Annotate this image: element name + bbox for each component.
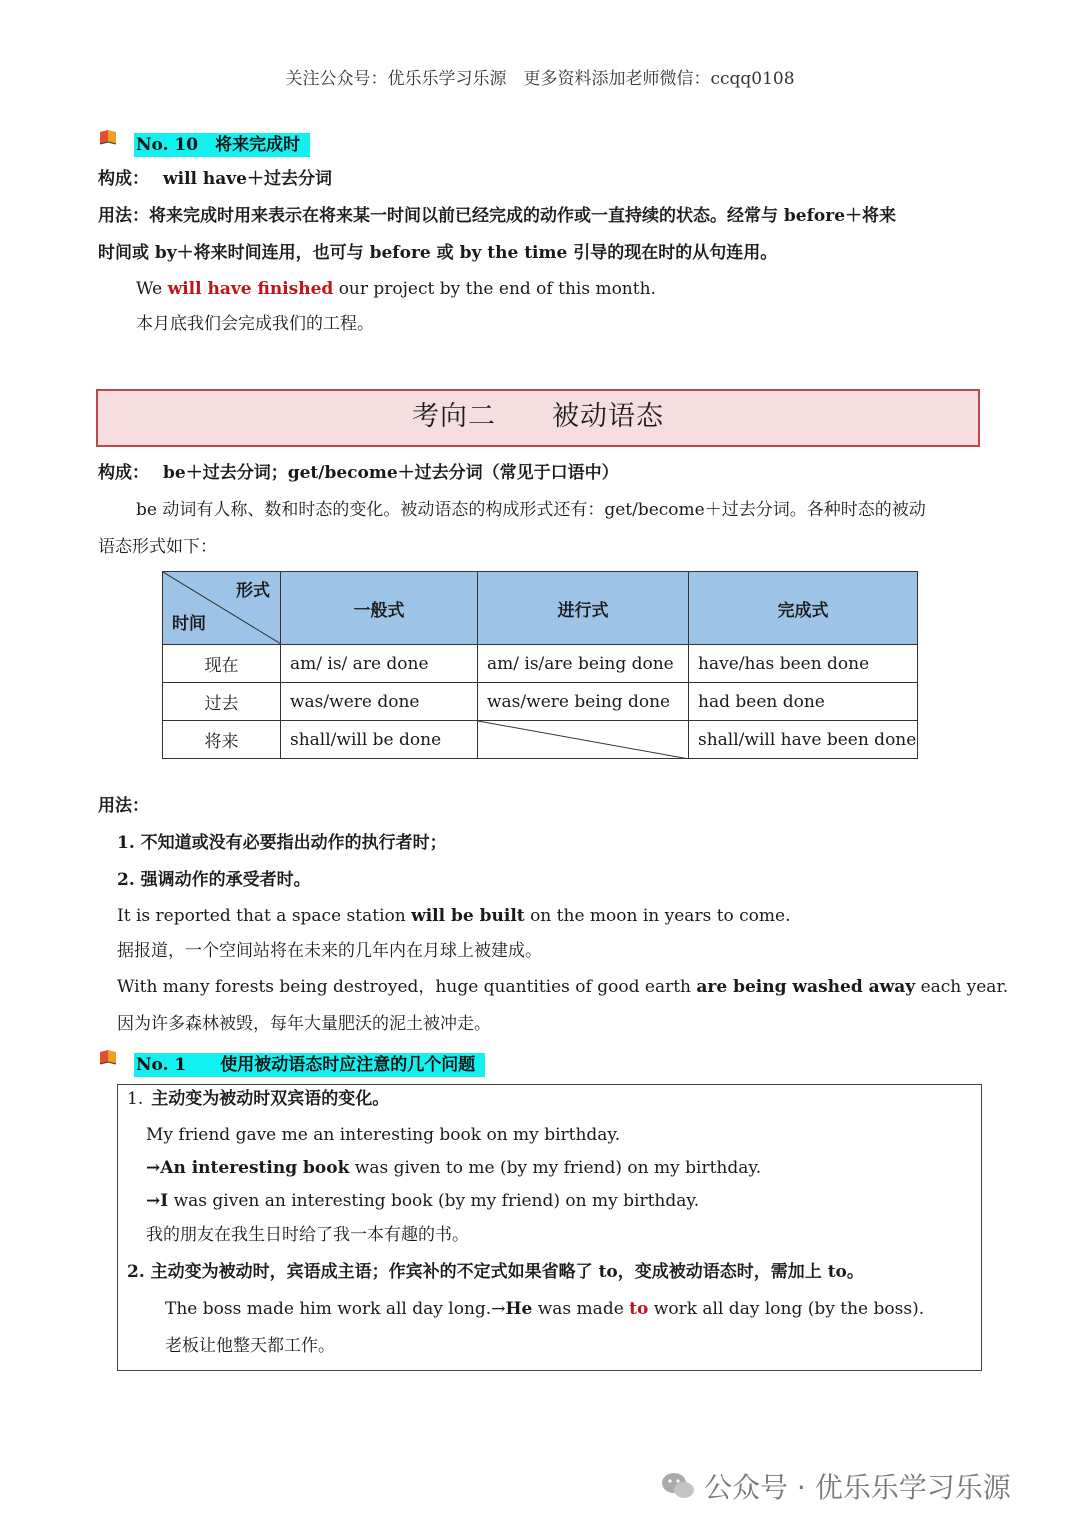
table-cell: 现在 — [163, 645, 281, 683]
table-row — [163, 645, 918, 683]
example-sentence: We will have finished our project by the end of this month. — [136, 279, 656, 299]
book-icon — [98, 128, 120, 150]
usage-item-1: 1. 不知道或没有必要指出动作的执行者时； — [117, 833, 447, 853]
usage-line-1: 用法：将来完成时用来表示在将来某一时间以前已经完成的动作或一直持续的状态。经常与 before＋将来 — [98, 206, 897, 226]
corner-bottom-label: 时间 — [172, 614, 206, 634]
table-cell: had been done — [689, 683, 918, 721]
intro-line-1: be 动词有人称、数和时态的变化。被动语态的构成形式还有：get/become＋过去分词。各种时态的被动 — [136, 500, 926, 520]
example-sentence: It is reported that a space station will be built on the moon in years to come. — [117, 906, 791, 926]
wechat-icon — [660, 1471, 696, 1508]
example-sentence: With many forests being destroyed，huge quantities of good earth are being washed away each year. — [117, 977, 1009, 997]
note-2-translation: 老板让他整天都工作。 — [165, 1336, 335, 1356]
page-header: 关注公众号：优乐乐学习乐源 更多资料添加老师微信：ccqq0108 — [285, 69, 795, 89]
table-cell: shall/will be done — [281, 721, 478, 759]
table-cell: am/ is/are being done — [478, 645, 689, 683]
table-row — [163, 721, 918, 759]
corner-top-label: 形式 — [236, 581, 270, 601]
note-2-title: 2. 主动变为被动时，宾语成主语；作宾补的不定式如果省略了 to，变成被动语态时，需加上 to。 — [127, 1262, 864, 1282]
note-1-transform-b: →I was given an interesting book (by my friend) on my birthday. — [146, 1191, 700, 1211]
table-cell: have/has been done — [689, 645, 918, 683]
section-tag-passive-notes: No. 1 使用被动语态时应注意的几个问题 — [134, 1050, 485, 1075]
section-banner: 考向二 被动语态 — [96, 389, 980, 447]
table-cell: was/were done — [281, 683, 478, 721]
intro-line-2: 语态形式如下： — [98, 537, 217, 557]
usage-line-2: 时间或 by＋将来时间连用，也可与 before 或 by the time 引导的现在时的从句连用。 — [98, 243, 778, 263]
table-cell-empty-slash — [478, 721, 689, 759]
wechat-watermark: 公众号 · 优乐乐学习乐源 — [660, 1466, 1011, 1508]
table-cell: 将来 — [163, 721, 281, 759]
table-cell: am/ is/ are done — [281, 645, 478, 683]
table-row — [163, 683, 918, 721]
usage-item-2: 2. 强调动作的承受者时。 — [117, 870, 311, 890]
note-1-title: 1. 主动变为被动时双宾语的变化。 — [127, 1089, 390, 1109]
table-cell: was/were being done — [478, 683, 689, 721]
table-corner-cell — [163, 572, 281, 645]
table-cell: 过去 — [163, 683, 281, 721]
passive-form-line: 构成： be＋过去分词；get/become＋过去分词（常见于口语中） — [98, 463, 619, 483]
note-1-translation: 我的朋友在我生日时给了我一本有趣的书。 — [146, 1225, 469, 1245]
example-translation: 据报道，一个空间站将在未来的几年内在月球上被建成。 — [117, 941, 542, 961]
section-tag-future-perfect: No. 10 将来完成时 — [134, 130, 310, 155]
note-1-example: My friend gave me an interesting book on my birthday. — [146, 1125, 621, 1145]
note-1-transform-a: →An interesting book was given to me (by my friend) on my birthday. — [146, 1158, 762, 1178]
example-translation: 本月底我们会完成我们的工程。 — [136, 314, 374, 334]
table-header: 一般式 — [281, 572, 478, 645]
note-2-example: The boss made him work all day long.→He was made to work all day long (by the boss). — [165, 1299, 925, 1319]
example-translation: 因为许多森林被毁，每年大量肥沃的泥土被冲走。 — [117, 1014, 491, 1034]
table-header: 进行式 — [478, 572, 689, 645]
book-icon — [98, 1048, 120, 1070]
form-line: 构成： will have＋过去分词 — [98, 169, 332, 189]
usage-label: 用法： — [98, 796, 149, 816]
passive-forms-table — [162, 571, 918, 759]
table-cell: shall/will have been done — [689, 721, 918, 759]
table-header: 完成式 — [689, 572, 918, 645]
